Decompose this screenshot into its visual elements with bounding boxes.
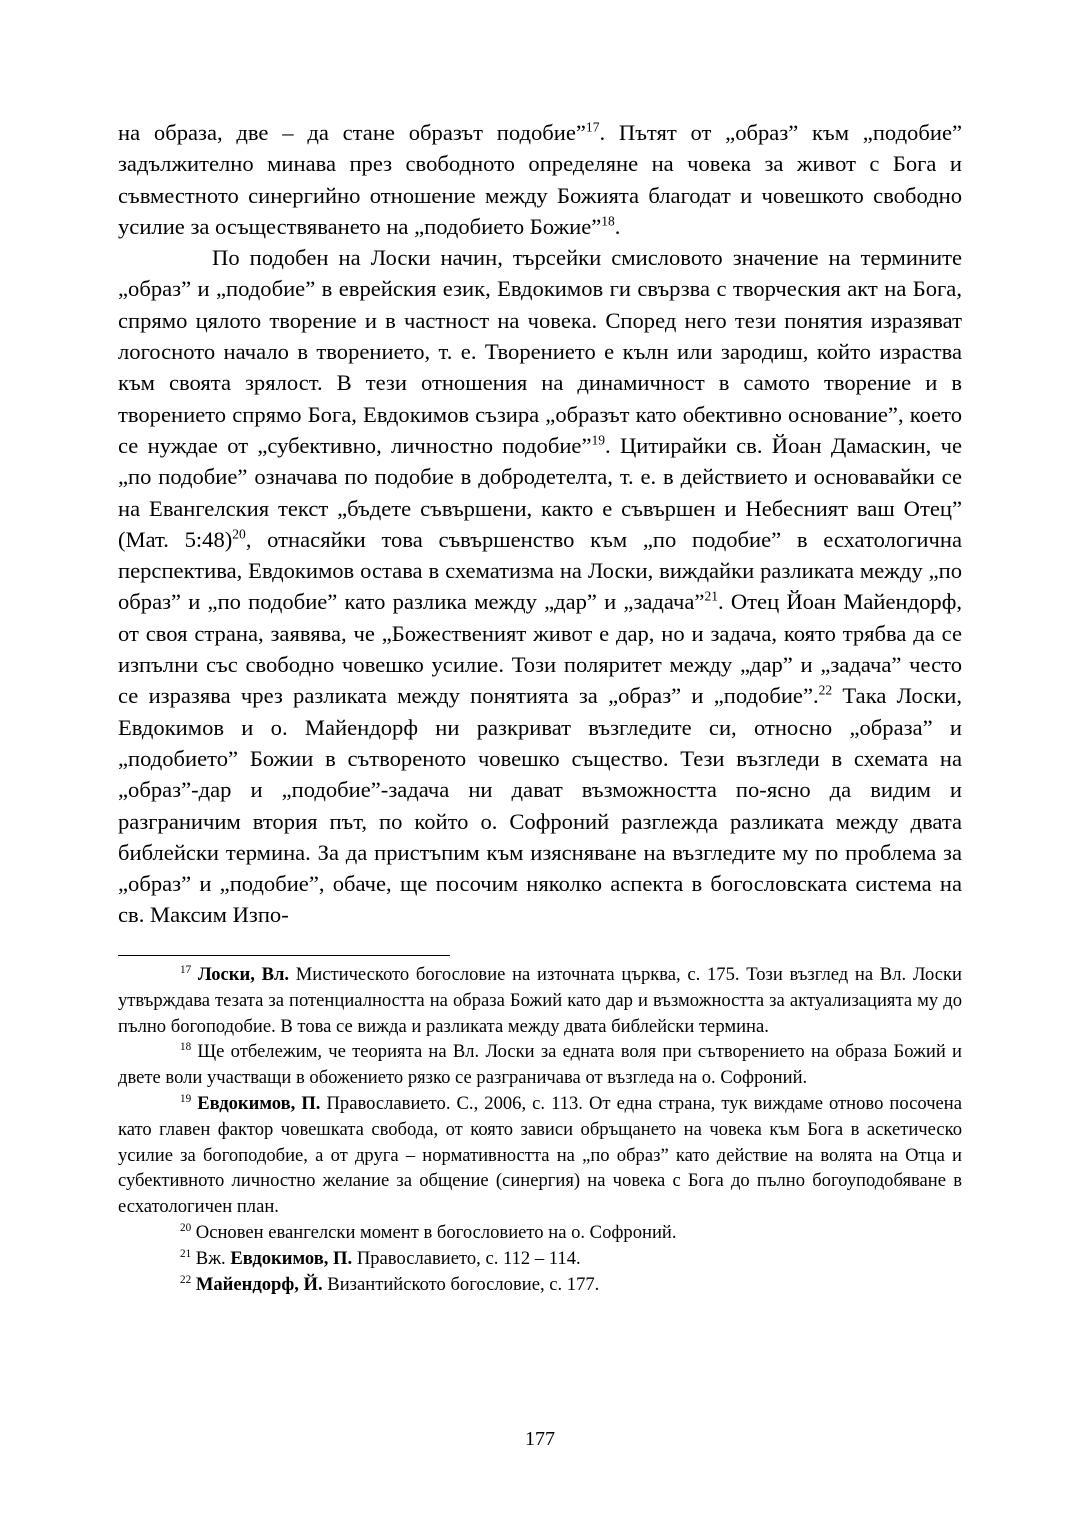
text-run: на образа, две – да стане образът подобие” xyxy=(118,120,586,145)
footnote-ref-19[interactable]: 19 xyxy=(591,432,606,448)
footnotes xyxy=(118,962,962,1297)
footnote-number: 18 xyxy=(180,1041,192,1054)
main-text xyxy=(118,117,962,931)
footnote-separator xyxy=(118,955,450,956)
footnote-number: 20 xyxy=(180,1222,192,1235)
footnote-21 xyxy=(118,1246,962,1272)
footnote-text: Основен евангелски момент в богословието на о. Софроний. xyxy=(191,1221,677,1243)
footnote-text: Православието. С., 2006, с. 113. От една страна, тук виждаме отново посочена като главен фактор човешката свобода, от която зависи обръщането на човека към Бога в аскетическо усилие за богоподобие, а от друга – нормативността на „по образ” като действие на волята на Отца и субективното личностно желание за общение (синергия) на човека с Бога до пълно богоуподобяване в есхатологичен план. xyxy=(118,1092,963,1218)
footnote-ref-22[interactable]: 22 xyxy=(818,682,833,698)
footnote-number: 17 xyxy=(180,964,192,977)
footnote-author: Евдокимов, П. xyxy=(230,1247,353,1269)
footnote-text: Византийското богословие, с. 177. xyxy=(322,1273,600,1295)
footnote-ref-21[interactable]: 21 xyxy=(704,589,719,605)
footnote-prefix: Вж. xyxy=(191,1247,231,1269)
footnote-number: 21 xyxy=(180,1247,192,1260)
footnote-author: Лоски, Вл. xyxy=(197,964,290,985)
footnote-author: Евдокимов, П. xyxy=(197,1092,321,1114)
text-run: , отнасяйки това съвършенство към „по подобие” в есхатологична перспектива, Евдокимов остава в схематизма на Лоски, виждайки разликата между „по образ” и „по подобие” като разлика между „дар” и „задача” xyxy=(118,526,962,615)
footnote-number: 22 xyxy=(180,1273,192,1286)
footnote-18 xyxy=(118,1039,962,1091)
footnote-number: 19 xyxy=(180,1093,192,1106)
text-run: . Цитирайки св. Йоан Дамаскин, че „по подобие” означава по подобие в добродетелта, т. е. в действието и основавайки се на Евангелския текст „бъдете съвършени, както е съвършен и Небесният ваш Отец” (Мат. 5:48) xyxy=(118,432,962,552)
text-run: . xyxy=(614,213,621,239)
footnote-19 xyxy=(118,1091,962,1220)
paragraph-1 xyxy=(118,117,962,242)
footnote-ref-17[interactable]: 17 xyxy=(585,119,600,135)
footnote-17 xyxy=(118,962,962,1039)
footnote-ref-18[interactable]: 18 xyxy=(601,213,615,229)
text-run: Така Лоски, Евдокимов и о. Майендорф ни разкриват възгледите си, относно „образа” и „подобието” Божии в сътвореното човешко същество. Тези възгледи в схемата на „образ”-дар и „подобие”-задача ни дават възможността по-ясно да видим и разграничим втория път, по който о. Софроний разглежда разликата между двата библейски термина. За да пристъпим към изясняване на възгледите му по проблема за „образ” и „подобие”, обаче, ще посочим няколко аспекта в богословската система на св. Максим Изпо- xyxy=(118,683,962,928)
footnote-text: Ще отбележим, че теорията на Вл. Лоски за едната воля при сътворението на образа Божий и двете воли участващи в обожението рязко се разграничава от възгледа на о. Софроний. xyxy=(118,1041,962,1089)
text-run: . Пътят от „образ” към „подобие” задължително минава през свободното определяне на човека за живот с Бога и съвместното синергийно отношение между Божията благодат и човешкото свободно усилие за осъществяването на „подобието Божие” xyxy=(118,120,963,239)
footnote-ref-20[interactable]: 20 xyxy=(232,526,246,542)
text-run: . Отец Йоан Майендорф, от своя страна, заявява, че „Божественият живот е дар, но и задача, която трябва да се изпълни със свободно човешко усилие. Този поляритет между „дар” и „задача” често се изразява чрез разликата между понятията за „образ” и „подобие”. xyxy=(118,589,962,709)
footnote-text: Мистическото богословие на източната църква, с. 175. Този възглед на Вл. Лоски утвърждава тезата за потенциалността на образа Божий като дар и възможността за актуализацията му до пълно богоподобие. В това се вижда и разликата между двата библейски термина. xyxy=(118,964,962,1037)
footnote-20 xyxy=(118,1220,962,1246)
footnote-author: Майендорф, Й. xyxy=(195,1273,323,1295)
text-run: По подобен на Лоски начин, търсейки смисловото значение на термините „образ” и „подобие” в еврейския език, Евдокимов ги свързва с творческия акт на Бога, спрямо цялото творение и в частност на човека. Според него тези понятия изразяват логосното начало в творението, т. е. Творението е кълн или зародиш, който израства към своята зрялост. В тези отношения на динамичност в самото творение и в творението спрямо Бога, Евдокимов съзира „образът като обективно основание”, което се нуждае от „субективно, личностно подобие” xyxy=(118,245,962,458)
footnote-22 xyxy=(118,1272,962,1298)
page-number: 177 xyxy=(525,1428,555,1450)
paragraph-2 xyxy=(118,242,962,931)
footnote-text: Православието, с. 112 – 114. xyxy=(352,1247,581,1269)
